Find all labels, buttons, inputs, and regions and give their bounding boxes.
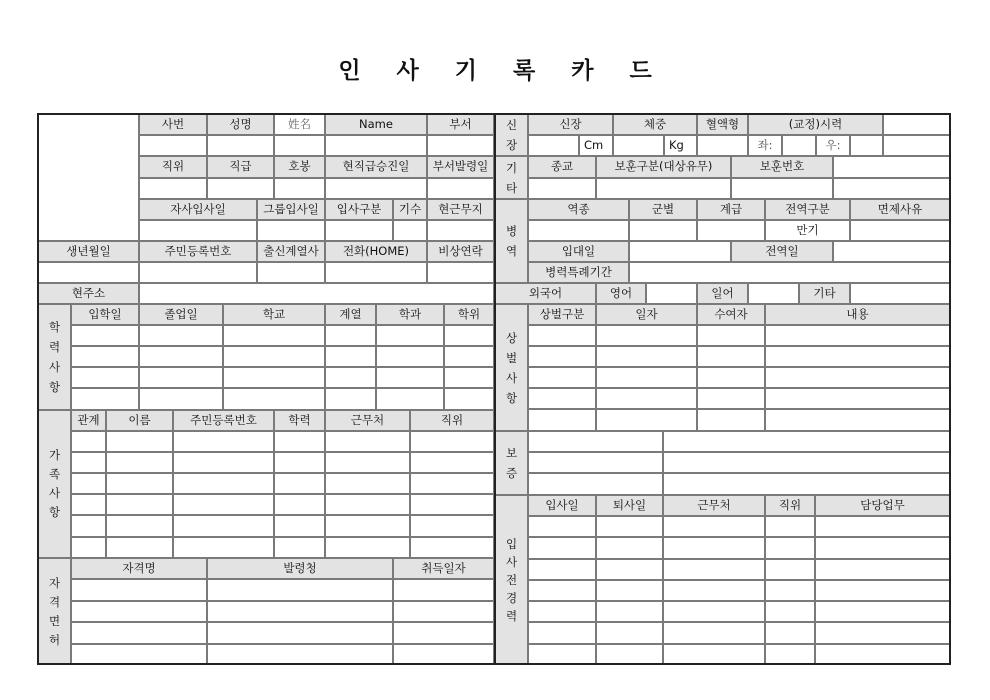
guarantee-cell[interactable] — [528, 452, 663, 473]
education-cell[interactable] — [223, 367, 325, 388]
family-cell[interactable] — [173, 452, 274, 473]
height-cell[interactable] — [528, 135, 579, 156]
emergency-cell[interactable] — [427, 262, 494, 283]
awards-cell[interactable] — [596, 346, 697, 367]
career-cell[interactable] — [663, 516, 765, 537]
dept-header: 부서 — [427, 114, 494, 135]
family-cell[interactable] — [71, 537, 106, 558]
awards-col-header: 수여자 — [697, 304, 765, 325]
awards-cell[interactable] — [697, 409, 765, 431]
license-cell[interactable] — [207, 644, 393, 665]
license-cell[interactable] — [71, 622, 207, 644]
join-type-cell[interactable] — [325, 220, 393, 241]
family-cell[interactable] — [410, 537, 494, 558]
awards-cell[interactable] — [697, 346, 765, 367]
emp-no-header: 사번 — [139, 114, 207, 135]
family-cell[interactable] — [173, 473, 274, 494]
awards-cell[interactable] — [596, 325, 697, 346]
body-label: 신장 — [495, 114, 528, 156]
guarantee-cell[interactable] — [528, 431, 663, 452]
promotion-date-cell[interactable] — [325, 178, 427, 199]
japanese-header: 일어 — [697, 283, 748, 304]
license-cell[interactable] — [393, 579, 494, 601]
career-cell[interactable] — [663, 537, 765, 559]
career-cell[interactable] — [765, 601, 815, 622]
weight-cell[interactable] — [613, 135, 664, 156]
rank-header: 계급 — [697, 199, 765, 220]
family-cell[interactable] — [173, 515, 274, 537]
education-cell[interactable] — [376, 367, 444, 388]
grade-cell[interactable] — [207, 178, 274, 199]
family-cell[interactable] — [173, 494, 274, 515]
japanese-cell[interactable] — [748, 283, 799, 304]
family-cell[interactable] — [274, 494, 325, 515]
family-cell[interactable] — [325, 537, 410, 558]
career-col-header: 입사일 — [528, 495, 596, 516]
family-label: 가족사항 — [38, 410, 71, 558]
family-cell[interactable] — [274, 431, 325, 452]
career-label: 입사전경력 — [495, 495, 528, 665]
family-cell[interactable] — [410, 431, 494, 452]
grade-header: 직급 — [207, 156, 274, 178]
family-cell[interactable] — [71, 494, 106, 515]
group-join-cell[interactable] — [257, 220, 325, 241]
awards-cell[interactable] — [596, 409, 697, 431]
veteran-header: 보훈구분(대상유무) — [596, 156, 731, 178]
education-cell[interactable] — [223, 325, 325, 346]
awards-cell[interactable] — [697, 367, 765, 388]
exemption-cell[interactable] — [850, 220, 950, 241]
career-cell[interactable] — [765, 580, 815, 601]
weight-header: 체중 — [613, 114, 697, 135]
career-cell[interactable] — [663, 644, 765, 665]
career-cell[interactable] — [815, 559, 950, 580]
address-cell[interactable] — [139, 283, 494, 304]
english-header: 영어 — [596, 283, 646, 304]
veteran-no-header: 보훈번호 — [731, 156, 833, 178]
career-cell[interactable] — [815, 580, 950, 601]
family-cell[interactable] — [106, 515, 173, 537]
education-cell[interactable] — [71, 367, 139, 388]
career-cell[interactable] — [765, 644, 815, 665]
enlist-header: 입대일 — [528, 241, 629, 262]
career-cell[interactable] — [596, 580, 663, 601]
pay-step-cell[interactable] — [274, 178, 325, 199]
career-cell[interactable] — [765, 559, 815, 580]
license-col-header: 취득일자 — [393, 558, 494, 579]
family-col-header: 주민등록번호 — [173, 410, 274, 431]
etc-language-cell[interactable] — [850, 283, 950, 304]
join-type-header: 입사구분 — [325, 199, 393, 220]
education-cell[interactable] — [71, 325, 139, 346]
name-en-header: Name — [325, 114, 427, 135]
family-cell[interactable] — [274, 452, 325, 473]
license-col-header: 발령청 — [207, 558, 393, 579]
education-cell[interactable] — [139, 325, 223, 346]
awards-cell[interactable] — [765, 388, 950, 409]
education-col-header: 입학일 — [71, 304, 139, 325]
phone-cell[interactable] — [325, 262, 427, 283]
family-cell[interactable] — [410, 494, 494, 515]
enlist-cell[interactable] — [629, 241, 731, 262]
career-cell[interactable] — [815, 644, 950, 665]
awards-cell[interactable] — [765, 409, 950, 431]
religion-header: 종교 — [528, 156, 596, 178]
special-service-header: 병력특례기간 — [528, 262, 629, 283]
education-cell[interactable] — [444, 325, 494, 346]
service-cell[interactable] — [629, 220, 697, 241]
career-cell[interactable] — [596, 601, 663, 622]
family-cell[interactable] — [173, 537, 274, 558]
education-cell[interactable] — [139, 346, 223, 367]
career-cell[interactable] — [596, 644, 663, 665]
dept-cell[interactable] — [427, 135, 494, 156]
family-col-header: 학력 — [274, 410, 325, 431]
veteran-cell[interactable] — [596, 178, 731, 199]
group-join-header: 그룹입사일 — [257, 199, 325, 220]
career-cell[interactable] — [815, 516, 950, 537]
family-cell[interactable] — [106, 473, 173, 494]
page-title: 인 사 기 록 카 드 — [338, 58, 666, 84]
discharge-date-cell[interactable] — [833, 241, 950, 262]
awards-cell[interactable] — [765, 346, 950, 367]
education-cell[interactable] — [325, 388, 376, 410]
vision-header: (교정)시력 — [748, 114, 883, 135]
pay-step-header: 호봉 — [274, 156, 325, 178]
career-cell[interactable] — [663, 580, 765, 601]
photo-box[interactable] — [38, 114, 139, 241]
discharge-type-cell[interactable]: 만기 — [765, 220, 850, 241]
awards-col-header: 일자 — [596, 304, 697, 325]
guarantee-label: 보증 — [495, 431, 528, 495]
education-cell[interactable] — [71, 388, 139, 410]
awards-col-header: 내용 — [765, 304, 950, 325]
career-col-header: 퇴사일 — [596, 495, 663, 516]
religion-cell[interactable] — [528, 178, 596, 199]
family-col-header: 근무처 — [325, 410, 410, 431]
education-cell[interactable] — [376, 346, 444, 367]
awards-cell[interactable] — [528, 388, 596, 409]
career-cell[interactable] — [663, 601, 765, 622]
career-cell[interactable] — [596, 622, 663, 644]
service-header: 군별 — [629, 199, 697, 220]
career-cell[interactable] — [528, 622, 596, 644]
license-cell[interactable] — [207, 601, 393, 622]
career-cell[interactable] — [663, 622, 765, 644]
education-cell[interactable] — [444, 346, 494, 367]
family-cell[interactable] — [106, 494, 173, 515]
promotion-date-header: 현직급승진일 — [325, 156, 427, 178]
education-cell[interactable] — [325, 325, 376, 346]
license-cell[interactable] — [393, 601, 494, 622]
company-join-cell[interactable] — [139, 220, 257, 241]
career-cell[interactable] — [815, 622, 950, 644]
career-cell[interactable] — [596, 537, 663, 559]
family-cell[interactable] — [106, 537, 173, 558]
education-cell[interactable] — [325, 346, 376, 367]
family-col-header: 관계 — [71, 410, 106, 431]
education-col-header: 학교 — [223, 304, 325, 325]
cohort-header: 기수 — [393, 199, 427, 220]
height-header: 신장 — [528, 114, 613, 135]
family-cell[interactable] — [325, 431, 410, 452]
guarantee-cell[interactable] — [663, 452, 950, 473]
career-cell[interactable] — [663, 559, 765, 580]
right-eye-label: 우: — [816, 135, 850, 156]
veteran-no-cell[interactable] — [731, 178, 833, 199]
career-cell[interactable] — [765, 516, 815, 537]
career-col-header: 담당업무 — [815, 495, 950, 516]
right-eye-cell[interactable] — [850, 135, 883, 156]
emergency-header: 비상연락 — [427, 241, 494, 262]
education-col-header: 학위 — [444, 304, 494, 325]
education-cell[interactable] — [139, 388, 223, 410]
license-cell[interactable] — [71, 579, 207, 601]
family-cell[interactable] — [410, 515, 494, 537]
exemption-header: 면제사유 — [850, 199, 950, 220]
rank-cell[interactable] — [697, 220, 765, 241]
emp-no-cell[interactable] — [139, 135, 207, 156]
birth-order-header: 출신계열사 — [257, 241, 325, 262]
family-cell[interactable] — [410, 473, 494, 494]
career-cell[interactable] — [528, 580, 596, 601]
name-ko-header: 성명 — [207, 114, 274, 135]
license-cell[interactable] — [71, 644, 207, 665]
cm-unit: Cm — [579, 135, 613, 156]
awards-cell[interactable] — [528, 367, 596, 388]
career-cell[interactable] — [765, 537, 815, 559]
career-cell[interactable] — [528, 537, 596, 559]
license-cell[interactable] — [207, 622, 393, 644]
education-col-header: 계열 — [325, 304, 376, 325]
birth-order-cell[interactable] — [257, 262, 325, 283]
career-cell[interactable] — [528, 644, 596, 665]
awards-cell[interactable] — [697, 388, 765, 409]
military-label: 병역 — [495, 199, 528, 283]
license-cell[interactable] — [207, 579, 393, 601]
discharge-date-header: 전역일 — [731, 241, 833, 262]
education-label: 학력사항 — [38, 304, 71, 410]
family-cell[interactable] — [274, 537, 325, 558]
left-eye-label: 좌: — [748, 135, 782, 156]
family-cell[interactable] — [274, 473, 325, 494]
position-cell[interactable] — [139, 178, 207, 199]
special-service-cell[interactable] — [629, 262, 950, 283]
other-label: 기타 — [495, 156, 528, 199]
family-col-header: 직위 — [410, 410, 494, 431]
dept-assign-date-cell[interactable] — [427, 178, 494, 199]
work-location-header: 현근무지 — [427, 199, 494, 220]
education-col-header: 졸업일 — [139, 304, 223, 325]
career-col-header: 근무처 — [663, 495, 765, 516]
other-blank-cell[interactable] — [833, 156, 950, 178]
guarantee-cell[interactable] — [663, 473, 950, 495]
name-ko-cell[interactable] — [207, 135, 274, 156]
family-cell[interactable] — [71, 431, 106, 452]
career-cell[interactable] — [815, 601, 950, 622]
career-cell[interactable] — [528, 601, 596, 622]
education-cell[interactable] — [71, 346, 139, 367]
etc-language-header: 기타 — [799, 283, 850, 304]
cohort-cell[interactable] — [393, 220, 427, 241]
foreign-language-header: 외국어 — [495, 283, 596, 304]
awards-cell[interactable] — [528, 346, 596, 367]
name-cj-header: 姓名 — [274, 114, 325, 135]
education-cell[interactable] — [376, 325, 444, 346]
family-cell[interactable] — [71, 515, 106, 537]
awards-cell[interactable] — [528, 409, 596, 431]
guarantee-cell[interactable] — [528, 473, 663, 495]
education-cell[interactable] — [223, 388, 325, 410]
resident-no-header: 주민등록번호 — [139, 241, 257, 262]
family-cell[interactable] — [71, 473, 106, 494]
education-cell[interactable] — [376, 388, 444, 410]
name-cj-cell[interactable] — [274, 135, 325, 156]
birth-header: 생년월일 — [38, 241, 139, 262]
career-cell[interactable] — [528, 516, 596, 537]
work-location-cell[interactable] — [427, 220, 494, 241]
awards-cell[interactable] — [596, 388, 697, 409]
discharge-type-header: 전역구분 — [765, 199, 850, 220]
guarantee-cell[interactable] — [663, 431, 950, 452]
education-col-header: 학과 — [376, 304, 444, 325]
career-cell[interactable] — [596, 559, 663, 580]
license-label: 자격면허 — [38, 558, 71, 665]
birth-cell[interactable] — [38, 262, 139, 283]
family-cell[interactable] — [106, 452, 173, 473]
branch-cell[interactable] — [528, 220, 629, 241]
english-cell[interactable] — [646, 283, 697, 304]
dept-assign-date-header: 부서발령일 — [427, 156, 494, 178]
other-blank-cell-2[interactable] — [833, 178, 950, 199]
phone-header: 전화(HOME) — [325, 241, 427, 262]
address-header: 현주소 — [38, 283, 139, 304]
awards-col-header: 상벌구분 — [528, 304, 596, 325]
company-join-header: 자사입사일 — [139, 199, 257, 220]
branch-header: 역종 — [528, 199, 629, 220]
license-cell[interactable] — [393, 644, 494, 665]
career-cell[interactable] — [528, 559, 596, 580]
awards-cell[interactable] — [596, 367, 697, 388]
career-cell[interactable] — [765, 622, 815, 644]
license-cell[interactable] — [393, 622, 494, 644]
education-cell[interactable] — [325, 367, 376, 388]
family-cell[interactable] — [71, 452, 106, 473]
career-col-header: 직위 — [765, 495, 815, 516]
awards-cell[interactable] — [528, 325, 596, 346]
blood-header: 혈액형 — [697, 114, 748, 135]
education-cell[interactable] — [444, 388, 494, 410]
family-cell[interactable] — [325, 473, 410, 494]
awards-cell[interactable] — [765, 367, 950, 388]
career-cell[interactable] — [596, 516, 663, 537]
body-blank-cell-2[interactable] — [883, 135, 950, 156]
awards-cell[interactable] — [697, 325, 765, 346]
family-cell[interactable] — [274, 515, 325, 537]
blood-cell[interactable] — [697, 135, 748, 156]
family-cell[interactable] — [410, 452, 494, 473]
family-cell[interactable] — [173, 431, 274, 452]
left-eye-cell[interactable] — [782, 135, 816, 156]
education-cell[interactable] — [444, 367, 494, 388]
license-cell[interactable] — [71, 601, 207, 622]
career-cell[interactable] — [815, 537, 950, 559]
kg-unit: Kg — [664, 135, 697, 156]
awards-cell[interactable] — [765, 325, 950, 346]
name-en-cell[interactable] — [325, 135, 427, 156]
education-cell[interactable] — [139, 367, 223, 388]
body-blank-cell[interactable] — [883, 114, 950, 135]
awards-label: 상벌사항 — [495, 304, 528, 431]
license-col-header: 자격명 — [71, 558, 207, 579]
family-cell[interactable] — [106, 431, 173, 452]
resident-no-cell[interactable] — [139, 262, 257, 283]
family-cell[interactable] — [325, 452, 410, 473]
family-col-header: 이름 — [106, 410, 173, 431]
education-cell[interactable] — [223, 346, 325, 367]
position-header: 직위 — [139, 156, 207, 178]
family-cell[interactable] — [325, 515, 410, 537]
family-cell[interactable] — [325, 494, 410, 515]
